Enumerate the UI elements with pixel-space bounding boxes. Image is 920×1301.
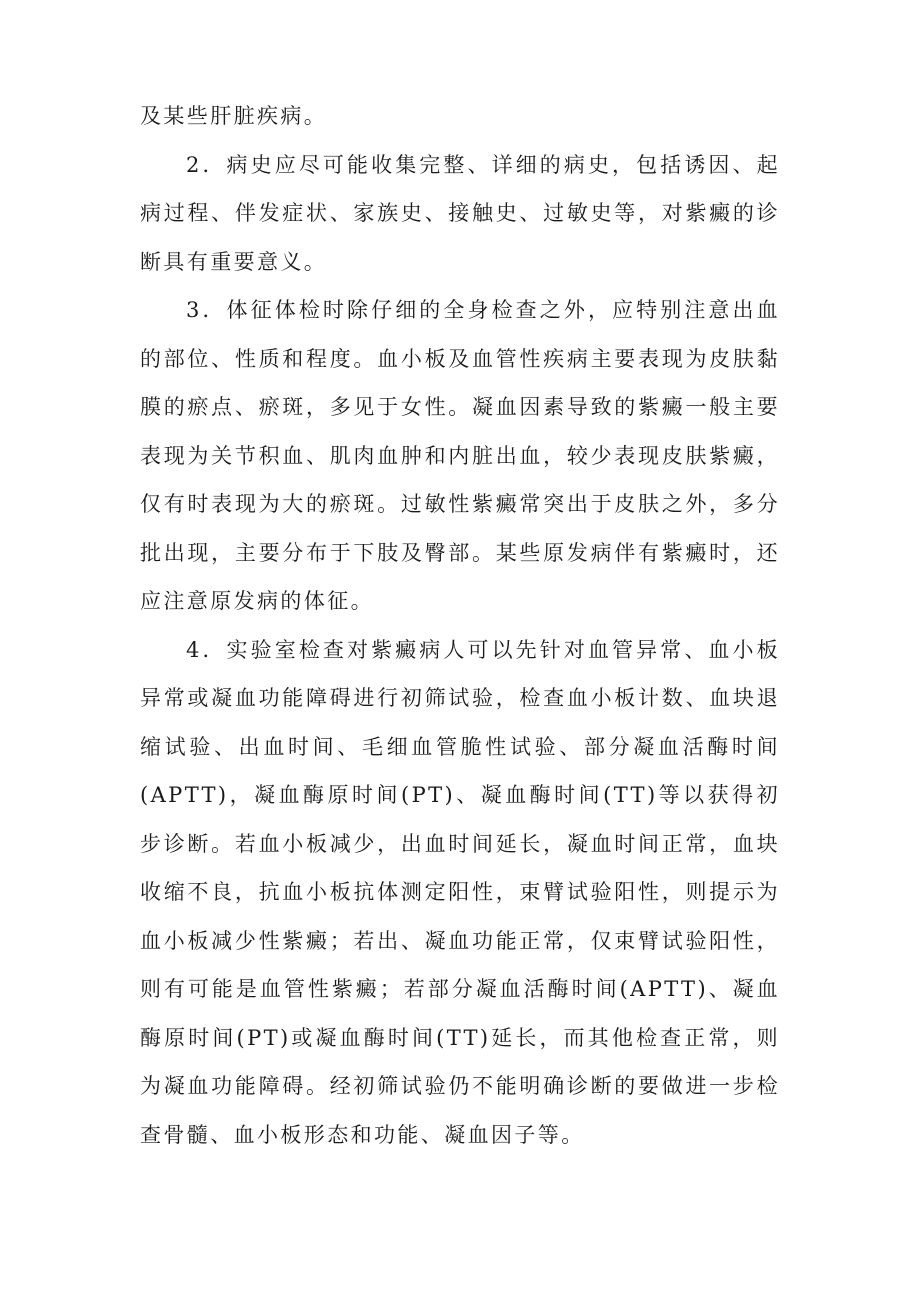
paragraph-continuation: 及某些肝脏疾病。 (140, 104, 328, 128)
paragraph-lab-tests: 4．实验室检查对紫癜病人可以先针对血管异常、血小板异常或凝血功能障碍进行初筛试验，检查血小板计数、血块退缩试验、出血时间、毛细血管脆性试验、部分凝血活酶时间(APTT)，凝血酶原时间(PT)、凝血酶时间(TT)等以获得初步诊断。若血小板减少，出血时间延长，凝血时间正常，血块收缩不良，抗血小板抗体测定阳性，束臂试验阳性，则提示为血小板减少性紫癜；若出、凝血功能正常，仅束臂试验阳性，则有可能是血管性紫癜；若部分凝血活酶时间(APTT)、凝血酶原时间(PT)或凝血酶时间(TT)延长，而其他检查正常，则为凝血功能障碍。经初筛试验仍不能明确诊断的要做进一步检查骨髓、血小板形态和功能、凝血因子等。 (140, 637, 780, 1147)
paragraph-medical-history: 2．病史应尽可能收集完整、详细的病史，包括诱因、起病过程、伴发症状、家族史、接触史、过敏史等，对紫癜的诊断具有重要意义。 (140, 152, 780, 274)
document-body (140, 92, 780, 1159)
paragraph-physical-signs: 3．体征体检时除仔细的全身检查之外，应特别注意出血的部位、性质和程度。血小板及血管性疾病主要表现为皮肤黏膜的瘀点、瘀斑，多见于女性。凝血因素导致的紫癜一般主要表现为关节积血、肌肉血肿和内脏出血，较少表现皮肤紫癜，仅有时表现为大的瘀斑。过敏性紫癜常突出于皮肤之外，多分批出现，主要分布于下肢及臀部。某些原发病伴有紫癜时，还应注意原发病的体征。 (140, 298, 780, 613)
